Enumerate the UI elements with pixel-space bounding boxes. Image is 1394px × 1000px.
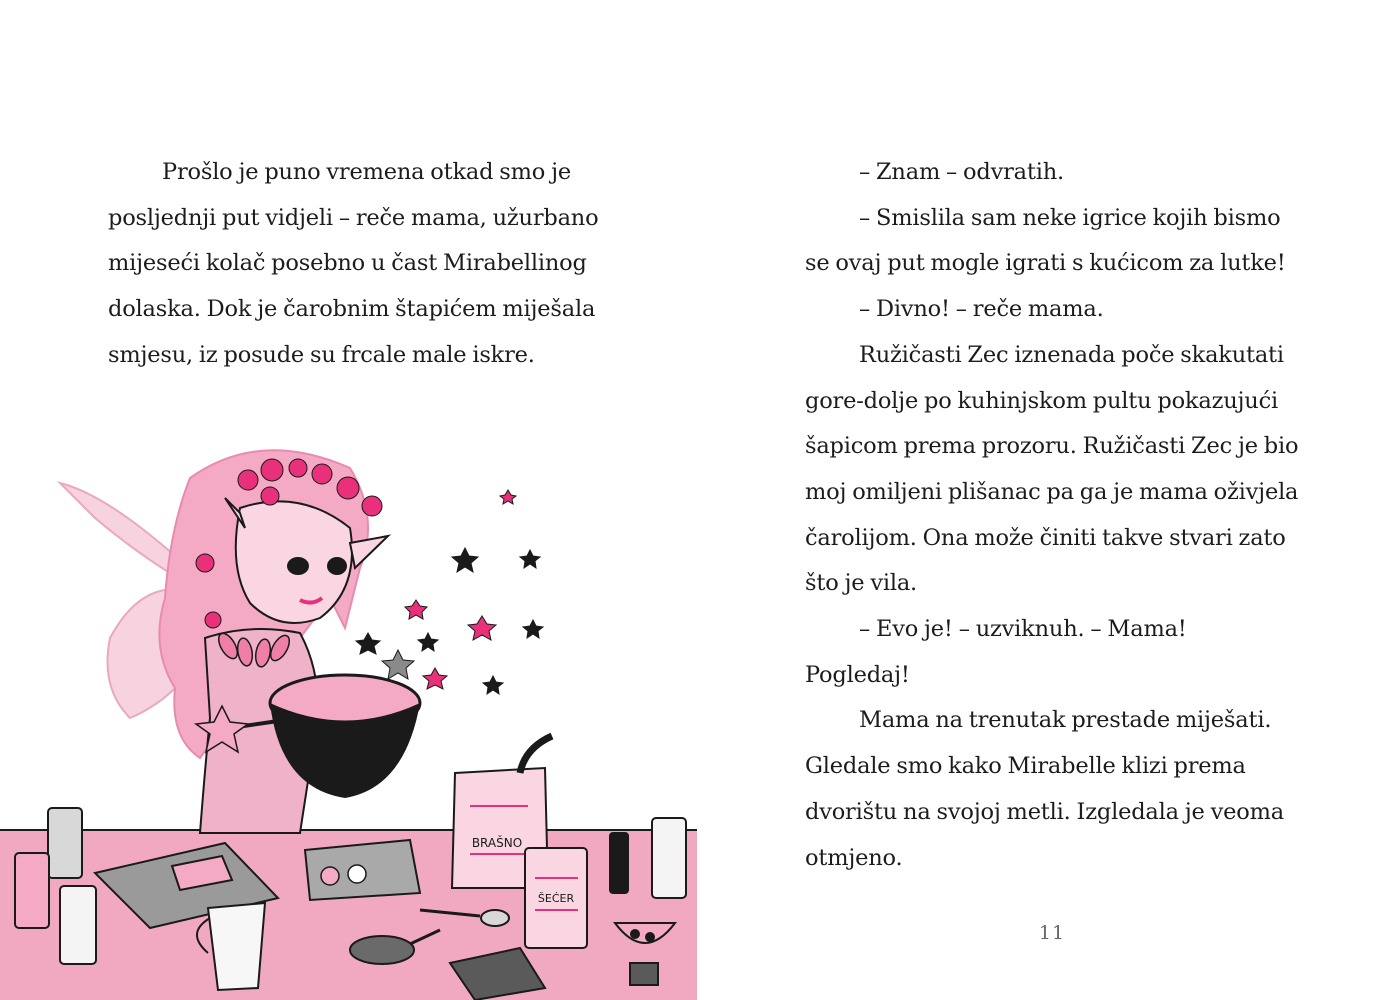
flour-label: BRAŠNO [471, 836, 523, 850]
text-line: što je vila. [805, 570, 918, 597]
text-line: posljednji put vidjeli – reče mama, užurbano [108, 204, 599, 231]
text-line: Pogledaj! [805, 661, 910, 688]
text-line: gore-dolje po kuhinjskom pultu pokazujući [805, 387, 1278, 414]
text-line: Gledale smo kako Mirabelle klizi prema [805, 753, 1246, 780]
magic-sparkles [356, 490, 543, 694]
text-line: – Evo je! – uzviknuh. – Mama! [859, 616, 1187, 643]
right-page-text [805, 150, 1299, 881]
text-line: – Znam – odvratih. [859, 159, 1064, 185]
left-page-text [108, 150, 598, 379]
text-line: dvorištu na svojoj metli. Izgledala je veoma [805, 798, 1284, 825]
text-line: čarolijom. Ona može činiti takve stvari zato [805, 524, 1286, 551]
text-line: dolaska. Dok je čarobnim štapićem miješala [108, 296, 596, 323]
egg-carton [305, 840, 420, 900]
sugar-label: ŠEĆER [537, 892, 575, 905]
text-line: Mama na trenutak prestade miješati. [859, 707, 1272, 734]
fairy-baking-illustration [0, 388, 697, 1000]
page-number: 11 [1038, 922, 1066, 944]
text-line: Prošlo je puno vremena otkad smo je [162, 159, 571, 185]
sugar-bag [525, 848, 587, 948]
text-line: se ovaj put mogle igrati s kućicom za lutke! [805, 250, 1286, 277]
text-line: otmjeno. [805, 844, 903, 871]
text-line: šapicom prema prozoru. Ružičasti Zec je bio [805, 433, 1299, 460]
right-page [697, 0, 1394, 1000]
text-line: Ružičasti Zec iznenada poče skakutati [859, 341, 1284, 368]
text-line: mijeseći kolač posebno u čast Mirabellinog [108, 250, 587, 277]
text-line: moj omiljeni plišanac pa ga je mama oživjela [805, 478, 1299, 505]
text-line: – Smislila sam neke igrice kojih bismo [859, 204, 1281, 231]
text-line: smjesu, iz posude su frcale male iskre. [108, 341, 535, 368]
text-line: – Divno! – reče mama. [859, 296, 1104, 323]
